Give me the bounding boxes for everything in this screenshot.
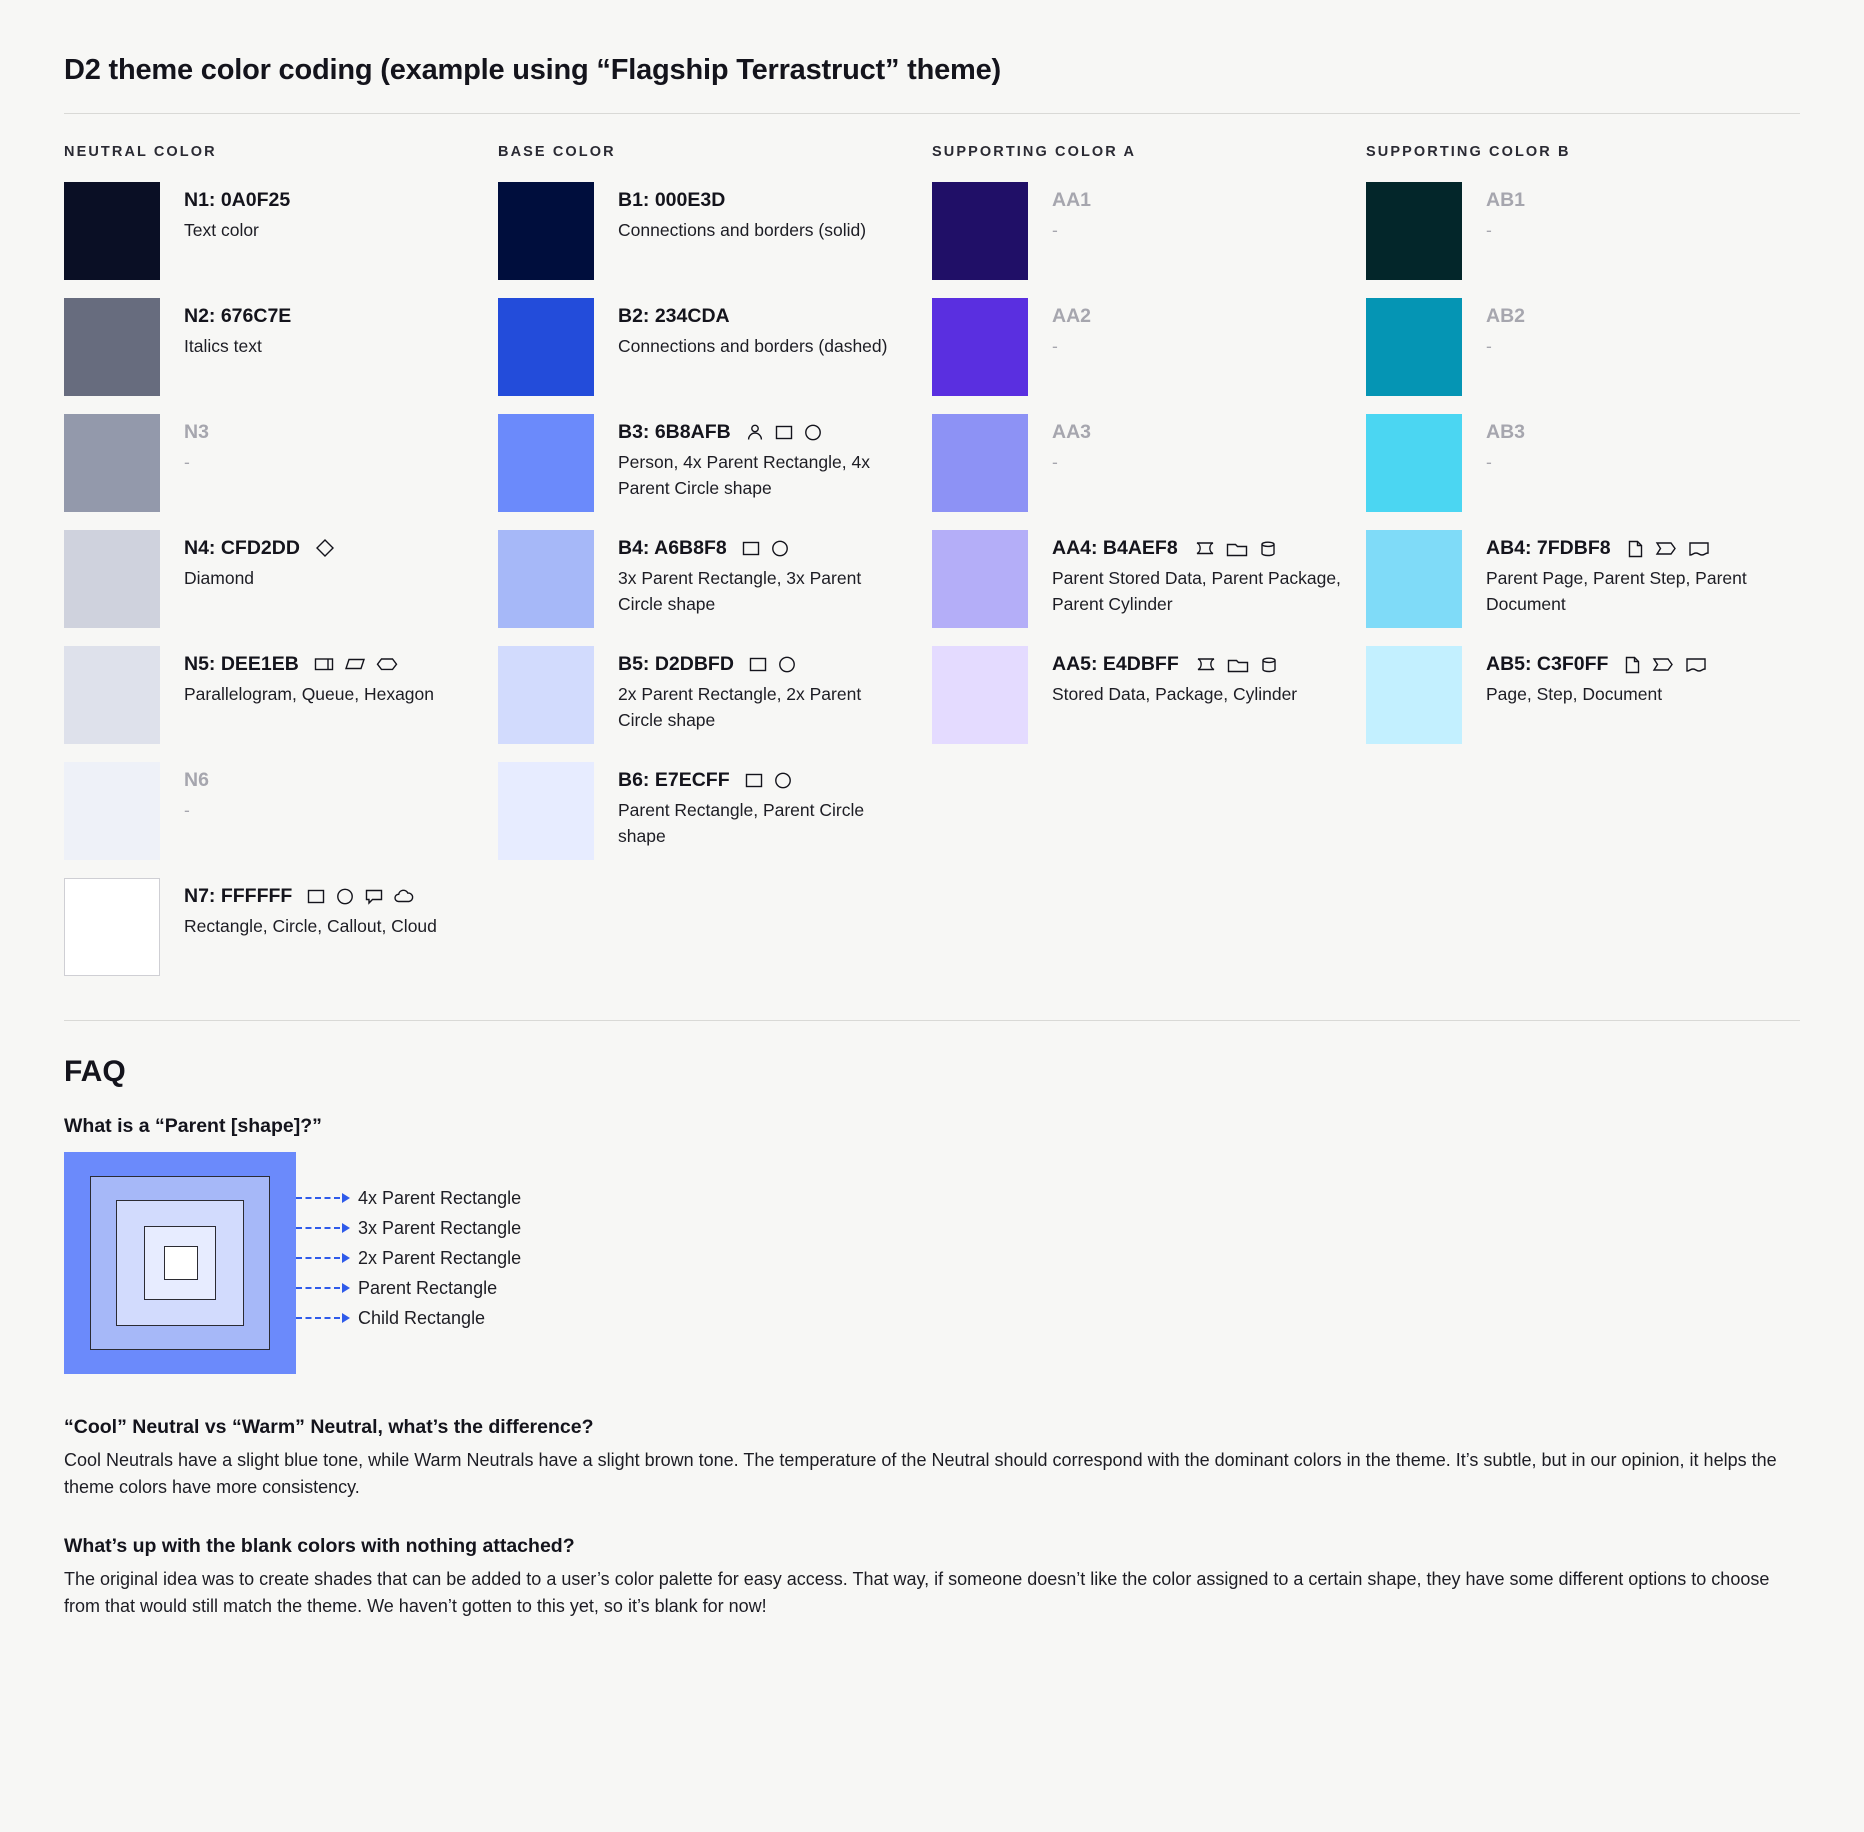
swatch-code: AA5: E4DBFF xyxy=(1052,653,1179,675)
color-swatch xyxy=(932,646,1028,744)
swatch-description: - xyxy=(1486,220,1492,241)
title-divider xyxy=(64,113,1800,114)
swatch-code: AA1 xyxy=(1052,189,1092,211)
swatch-body xyxy=(1462,182,1525,244)
swatch-body xyxy=(1462,646,1708,708)
color-swatch xyxy=(498,182,594,280)
parent-shape-diagram xyxy=(64,1152,1800,1382)
swatch-description: Stored Data, Package, Cylinder xyxy=(1052,684,1298,705)
color-swatch xyxy=(1366,414,1462,512)
faq-question-2: “Cool” Neutral vs “Warm” Neutral, what’s the difference? xyxy=(64,1416,594,1438)
color-swatch xyxy=(64,414,160,512)
circle-icon xyxy=(777,654,797,674)
swatch-body xyxy=(594,182,866,244)
swatch-code: N2: 676C7E xyxy=(184,305,292,327)
swatch-body xyxy=(594,414,908,501)
color-swatch xyxy=(498,530,594,628)
swatch-label xyxy=(184,884,437,908)
color-swatch xyxy=(64,762,160,860)
diagram-callout xyxy=(296,1248,521,1268)
swatch-label xyxy=(618,188,866,212)
swatch-description: Page, Step, Document xyxy=(1486,684,1663,705)
swatch-body xyxy=(1028,298,1091,360)
swatch-body xyxy=(1028,530,1342,617)
swatch-body xyxy=(1028,414,1091,476)
callout-label: Child Rectangle xyxy=(358,1307,486,1328)
swatch-description: - xyxy=(184,452,190,473)
swatch-label xyxy=(618,420,908,444)
color-swatch xyxy=(498,646,594,744)
color-swatch-row xyxy=(932,298,1350,396)
swatch-label xyxy=(1486,652,1708,676)
color-swatch-row xyxy=(64,414,482,512)
shape-icon-group xyxy=(1625,538,1711,558)
swatch-code: N6 xyxy=(184,769,209,791)
faq-divider xyxy=(64,1020,1800,1021)
nested-rectangle-child xyxy=(164,1246,198,1280)
color-swatch-row xyxy=(1366,646,1784,744)
faq-question-1: What is a “Parent [shape]?” xyxy=(64,1115,322,1137)
color-column xyxy=(498,144,932,994)
swatch-label xyxy=(1486,536,1776,560)
callout-label: Parent Rectangle xyxy=(358,1277,498,1298)
swatch-label xyxy=(1052,420,1091,444)
circle-icon xyxy=(770,538,790,558)
page-title: D2 theme color coding (example using “Flagship Terrastruct” theme) xyxy=(64,54,1002,86)
parallelogram-icon xyxy=(344,654,366,674)
swatch-code: N3 xyxy=(184,421,209,443)
swatch-code: N5: DEE1EB xyxy=(184,653,299,675)
hexagon-icon xyxy=(375,654,399,674)
step-icon xyxy=(1654,538,1678,558)
callout-icon xyxy=(364,886,384,906)
faq-heading: FAQ xyxy=(64,1055,126,1088)
swatch-description: Connections and borders (solid) xyxy=(618,220,867,241)
shape-icon-group xyxy=(313,654,399,674)
diagram-callout xyxy=(296,1308,485,1328)
stored-data-icon xyxy=(1193,654,1217,674)
swatch-body xyxy=(1028,646,1297,708)
swatch-code: AA2 xyxy=(1052,305,1092,327)
swatch-body xyxy=(594,530,908,617)
rectangle-icon xyxy=(748,654,768,674)
swatch-label xyxy=(1486,420,1525,444)
swatch-body xyxy=(160,646,434,708)
callout-arrow-icon xyxy=(342,1253,350,1263)
shape-icon-group xyxy=(745,422,823,442)
color-column xyxy=(932,144,1366,994)
color-swatch xyxy=(1366,646,1462,744)
cloud-icon xyxy=(393,886,415,906)
callout-line xyxy=(296,1317,340,1319)
document-icon xyxy=(1684,654,1708,674)
color-column xyxy=(64,144,498,994)
color-swatch xyxy=(932,530,1028,628)
color-swatch-row xyxy=(498,414,916,512)
color-swatch-row xyxy=(498,762,916,860)
swatch-body xyxy=(594,762,908,849)
callout-label: 2x Parent Rectangle xyxy=(358,1247,522,1268)
color-swatch xyxy=(498,298,594,396)
swatch-label xyxy=(184,420,209,444)
faq-answer-3: The original idea was to create shades that can be added to a user’s color palette for easy access. That way, if someone doesn’t like the color assigned to a certain shape, they have some different options to choose from that would still match the theme. We haven’t gotten to this yet, so it’s blank for now! xyxy=(64,1569,1770,1616)
swatch-body xyxy=(1462,298,1525,360)
swatch-label xyxy=(618,768,908,792)
shape-icon-group xyxy=(741,538,790,558)
diagram-callout xyxy=(296,1218,521,1238)
color-swatch-row xyxy=(932,646,1350,744)
rectangle-icon xyxy=(741,538,761,558)
callout-arrow-icon xyxy=(342,1223,350,1233)
color-swatch xyxy=(64,530,160,628)
rectangle-icon xyxy=(774,422,794,442)
swatch-description: Text color xyxy=(184,220,259,241)
swatch-description: Italics text xyxy=(184,336,262,357)
callout-label: 3x Parent Rectangle xyxy=(358,1217,522,1238)
swatch-code: B1: 000E3D xyxy=(618,189,726,211)
shape-icon-group xyxy=(748,654,797,674)
rectangle-icon xyxy=(306,886,326,906)
swatch-code: N1: 0A0F25 xyxy=(184,189,291,211)
shape-icon-group xyxy=(1192,538,1278,558)
color-swatch-row xyxy=(498,182,916,280)
swatch-description: Parent Stored Data, Parent Package, Parent Cylinder xyxy=(1052,568,1341,614)
step-icon xyxy=(1651,654,1675,674)
swatch-description: Diamond xyxy=(184,568,255,589)
color-swatch-row xyxy=(64,646,482,744)
color-swatch-row xyxy=(932,530,1350,628)
swatch-body xyxy=(1462,530,1776,617)
rectangle-icon xyxy=(744,770,764,790)
package-icon xyxy=(1225,538,1249,558)
color-swatch xyxy=(498,414,594,512)
swatch-body xyxy=(1028,182,1091,244)
swatch-label xyxy=(1052,304,1091,328)
swatch-label xyxy=(1052,188,1091,212)
swatch-code: B2: 234CDA xyxy=(618,305,730,327)
swatch-code: AA3 xyxy=(1052,421,1092,443)
color-swatch xyxy=(1366,182,1462,280)
color-swatch-row xyxy=(64,878,482,976)
swatch-code: B4: A6B8F8 xyxy=(618,537,727,559)
swatch-label xyxy=(1486,188,1525,212)
diagram-callout xyxy=(296,1188,521,1208)
swatch-description: - xyxy=(1052,336,1058,357)
swatch-description: Rectangle, Circle, Callout, Cloud xyxy=(184,916,437,937)
color-swatch xyxy=(932,182,1028,280)
callout-arrow-icon xyxy=(342,1283,350,1293)
color-columns xyxy=(64,144,1800,994)
swatch-label xyxy=(1052,536,1342,560)
color-swatch-row xyxy=(498,646,916,744)
shape-icon-group xyxy=(744,770,793,790)
color-swatch-row xyxy=(64,530,482,628)
swatch-code: N4: CFD2DD xyxy=(184,537,300,559)
swatch-label xyxy=(184,304,291,328)
swatch-description: - xyxy=(1486,452,1492,473)
stored-data-icon xyxy=(1192,538,1216,558)
swatch-code: B3: 6B8AFB xyxy=(618,421,731,443)
color-swatch-row xyxy=(64,298,482,396)
swatch-label xyxy=(184,536,336,560)
swatch-code: AB3 xyxy=(1486,421,1526,443)
person-icon xyxy=(745,422,765,442)
swatch-label xyxy=(618,536,908,560)
swatch-code: B5: D2DBFD xyxy=(618,653,734,675)
shape-icon-group xyxy=(314,537,336,559)
swatch-body xyxy=(160,182,290,244)
document-icon xyxy=(1687,538,1711,558)
swatch-code: AB1 xyxy=(1486,189,1526,211)
shape-icon-group xyxy=(1622,654,1708,674)
diagram-callout xyxy=(296,1278,497,1298)
nested-rectangle-outer xyxy=(64,1152,296,1374)
swatch-description: Connections and borders (dashed) xyxy=(618,336,888,357)
swatch-code: N7: FFFFFF xyxy=(184,885,293,907)
color-swatch xyxy=(1366,530,1462,628)
swatch-description: Parent Page, Parent Step, Parent Document xyxy=(1486,568,1747,614)
color-swatch-row xyxy=(1366,414,1784,512)
color-swatch-row xyxy=(1366,298,1784,396)
page-icon xyxy=(1622,654,1642,674)
cylinder-icon xyxy=(1258,538,1278,558)
swatch-body xyxy=(160,762,209,824)
column-heading: NEUTRAL COLOR xyxy=(64,144,217,160)
swatch-description: 3x Parent Rectangle, 3x Parent Circle shape xyxy=(618,568,862,614)
shape-icon-group xyxy=(1193,654,1279,674)
color-swatch-row xyxy=(932,182,1350,280)
swatch-description: Parent Rectangle, Parent Circle shape xyxy=(618,800,865,846)
swatch-body xyxy=(160,878,437,940)
swatch-code: AB2 xyxy=(1486,305,1526,327)
color-swatch-row xyxy=(64,182,482,280)
swatch-description: - xyxy=(184,800,190,821)
swatch-code: AA4: B4AEF8 xyxy=(1052,537,1178,559)
swatch-description: - xyxy=(1052,220,1058,241)
callout-line xyxy=(296,1227,340,1229)
swatch-body xyxy=(160,530,336,592)
queue-icon xyxy=(313,654,335,674)
color-swatch-row xyxy=(498,298,916,396)
color-swatch xyxy=(932,298,1028,396)
callout-arrow-icon xyxy=(342,1193,350,1203)
swatch-label xyxy=(618,652,908,676)
color-swatch-row xyxy=(1366,182,1784,280)
color-column xyxy=(1366,144,1800,994)
swatch-body xyxy=(1462,414,1525,476)
swatch-description: - xyxy=(1486,336,1492,357)
column-heading: BASE COLOR xyxy=(498,144,616,160)
color-swatch xyxy=(64,298,160,396)
circle-icon xyxy=(773,770,793,790)
color-swatch-row xyxy=(498,530,916,628)
circle-icon xyxy=(335,886,355,906)
color-swatch xyxy=(64,646,160,744)
page-icon xyxy=(1625,538,1645,558)
swatch-code: B6: E7ECFF xyxy=(618,769,730,791)
faq-answer-2: Cool Neutrals have a slight blue tone, while Warm Neutrals have a slight brown tone. The temperature of the Neutral should correspond with the dominant colors in the theme. It’s subtle, but in our opinion, it helps the theme colors have more consistency. xyxy=(64,1450,1777,1497)
color-swatch xyxy=(1366,298,1462,396)
swatch-label xyxy=(184,768,209,792)
swatch-body xyxy=(160,298,291,360)
cylinder-icon xyxy=(1259,654,1279,674)
color-swatch xyxy=(64,182,160,280)
swatch-description: Parallelogram, Queue, Hexagon xyxy=(184,684,435,705)
swatch-description: 2x Parent Rectangle, 2x Parent Circle shape xyxy=(618,684,862,730)
color-swatch xyxy=(64,878,160,976)
callout-line xyxy=(296,1197,340,1199)
callout-line xyxy=(296,1257,340,1259)
callout-line xyxy=(296,1287,340,1289)
package-icon xyxy=(1226,654,1250,674)
callout-arrow-icon xyxy=(342,1313,350,1323)
faq-question-3: What’s up with the blank colors with nothing attached? xyxy=(64,1535,575,1557)
column-heading: SUPPORTING COLOR B xyxy=(1366,144,1571,160)
swatch-body xyxy=(594,646,908,733)
swatch-label xyxy=(1486,304,1525,328)
circle-icon xyxy=(803,422,823,442)
color-swatch-row xyxy=(64,762,482,860)
swatch-label xyxy=(1052,652,1297,676)
diamond-icon xyxy=(314,537,336,559)
swatch-label xyxy=(184,652,434,676)
swatch-label xyxy=(184,188,290,212)
swatch-body xyxy=(160,414,209,476)
color-swatch xyxy=(932,414,1028,512)
color-swatch-row xyxy=(1366,530,1784,628)
color-swatch xyxy=(498,762,594,860)
color-swatch-row xyxy=(932,414,1350,512)
swatch-body xyxy=(594,298,887,360)
swatch-description: - xyxy=(1052,452,1058,473)
swatch-description: Person, 4x Parent Rectangle, 4x Parent Circle shape xyxy=(618,452,870,498)
callout-label: 4x Parent Rectangle xyxy=(358,1187,522,1208)
shape-icon-group xyxy=(306,886,415,906)
swatch-code: AB4: 7FDBF8 xyxy=(1486,537,1611,559)
swatch-label xyxy=(618,304,887,328)
column-heading: SUPPORTING COLOR A xyxy=(932,144,1137,160)
swatch-code: AB5: C3F0FF xyxy=(1486,653,1609,675)
